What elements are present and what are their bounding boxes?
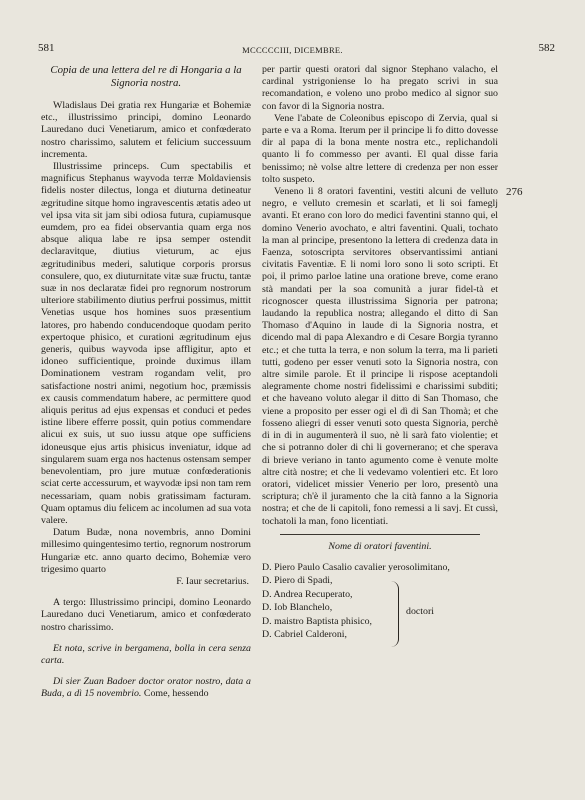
letter-dating: Datum Budæ, nona novembris, anno Domini millesimo quingentesimo tertio, regnorum nostrorum Hungariæ etc. anno quarto decimo, Bohemiæ vero trigesimo quarto bbox=[41, 527, 251, 575]
section-divider bbox=[280, 534, 480, 535]
right-column bbox=[262, 64, 498, 641]
list-item: D. Andrea Recuperato, bbox=[262, 588, 353, 600]
list-item: D. Piero di Spadi, bbox=[262, 575, 333, 587]
brace-mark bbox=[388, 581, 399, 647]
names-block bbox=[262, 561, 498, 641]
paragraph-faventini: Veneno li 8 oratori faventini, vestiti alcuni de velluto negro, e velluto cremesin et scarlati, et li soi fameglj avanti. Et erano con loro do medici faventini stanno qui, el domino Venerio avochato, e altri faventini. Quali, tochato la man al principe, presentono la lettera di credenza data in Faenza, sotoscripta servitores observantissimi antiani civitatis Faventiæ. E li nomi loro sono li soto scripti. Et poi, il primo parloe latine una oratione breve, come erano stà mandati per la soa comunità a jurar fidel-tà et ricognoscer questa illustrissima Signoria per patrona; laudando la republica nostra; allegando el ditto di San Thomaso d'Aquino in laude di la Signoria nostra, et dicendo mal di papa Alexandro e di Cesare Borgia tyranno etc.; et che tutta la terra, e non solum la terra, ma li parieti tutti, godeno per esser venuti soto la Signoria nostra, con altre simile parole. Et il principe li rispose aceptandoli alegramente chome nostri fidelissimi e charissimi subditi; et che haveano voluto alegar il ditto di San Thomaso, che viene a proposito per esser ogi el dì di San Thomà; et che fosseno aliegri di esser venuti soto questa Signoria, perchè di in di in augumenterà il suo, nè li sarà fato violentie; et che si potranno doler di chi li governerano; et che sperava di brieve veriano in tanto agumento come è venute molte altre cità nostre; et che li vedevamo volentieri etc. Et loro oratori, videlicet missier Venerio per loro, presentò una scriptura; ch'è il juramento che la cità fanno a la Signoria nostra; et che de li capitoli, fono remessi a li savj. Et cussì, tochatoli la man, fono licentiati. bbox=[262, 186, 498, 527]
paragraph-abate: Vene l'abate de Coleonibus episcopo di Zervia, qual si parte e va a Roma. Iterum per il principe li fo ditto dovesse dir al papa di la bona mente nostra etc., replichandoli quanto li fo commesso per avanti. El qual disse faria benissimo; nè volse altre lettere di credenza per non esser tolto suspeto. bbox=[262, 112, 498, 185]
letter-note: Et nota, scrive in bergamena, bolla in cera senza carta. bbox=[41, 642, 251, 666]
letter-body: Illustrissime princeps. Cum spectabilis et magnificus Stephanus wayvoda terræ Moldaviensis fidelis noster dilectus, longa et diuturna detineatur ægritudine sitque homo ingravescentis ætatis adeo ut vel ipsa vita sit jam sibi odiosa futura, cupiamusque eumdem, pro ea fidei observantia quam erga nos absque aliqua labe re ipsa semper ostendit declaravitque, diutius vieturum, ac ejus ægritudinibus mederi, salutique corporis prorsus consulere, quo, ex diuturnitate vitæ suæ fructu, tantæ suæ in nos declaratæ fidei pro regnorum nostrorum ulteriore stabilimento diutius perfrui possimus, mittit Venetias usque hos homines suos præsentium latores, pro habendo conducendoque quodam perito expertoque phisico, et curationi ægritudinum ejus generis, quibus wayvoda ipse affligitur, apto et idoneo sufficientique, proinde duximus illam Dominationem vestram rogandam velit, pro satisfactione nostri animi, negotium hoc, præmissis ex causis commendatum habere, ac permittere quod aliquis peritus ad ejus expensas et conduci et pedes istine libere efferre possit, quin potius commendare alicui ex suis, ut suo iussu atque ope sufficiens idoneusque ejus artis phisicus inveniatur, idque ad singularem suam erga nos hactenus ostensam semper benevolentiam, pro jure mutuæ confœderationis sciat certe accessurum, et wayvodæ ipsi non tam rem necessariam, quam nobis gratissimam facturam. Quam optamus diu felicem ac incolumen ad sua vota valere. bbox=[41, 161, 251, 526]
dispatch-heading: Di sier Zuan Badoer doctor orator nostro, data a Buda, a dì 15 novembrio. bbox=[41, 676, 251, 700]
running-title: MCCCCCIII, DICEMBRE. bbox=[242, 45, 343, 55]
names-list bbox=[262, 561, 498, 641]
dispatch-intro bbox=[41, 676, 251, 700]
names-heading: Nome di oratori faventini. bbox=[328, 540, 432, 552]
margin-column-number: 276 bbox=[506, 186, 523, 198]
letter-title: Copia de una lettera del re di Hongaria a la Signoria nostra. bbox=[50, 64, 242, 89]
letter-salutation: Wladislaus Dei gratia rex Hungariæ et Bohemiæ etc., illustrissimo principi, domino Leonardo Lauredano duci Venetiarum, amico et confœderato nostro charissimo, salutem et felicium successuum incrementa. bbox=[41, 100, 251, 160]
dispatch-text: Come, hessendo bbox=[141, 688, 209, 700]
list-item: D. Piero Paulo Casalio cavalier yerosolimitano, bbox=[262, 561, 450, 573]
list-item: D. maistro Baptista phisico, bbox=[262, 615, 372, 627]
letter-signature: F. Iaur secretarius. bbox=[176, 575, 249, 587]
letter-address: A tergo: Illustrissimo principi, domino Leonardo Lauredano duci Venetiarum, amico et confœderato nostro charissimo. bbox=[41, 597, 251, 633]
left-column bbox=[41, 64, 251, 701]
page-number-left: 581 bbox=[38, 42, 55, 54]
brace-label: doctori bbox=[406, 605, 434, 617]
paragraph-oratori: per partir questi oratori dal signor Stephano valacho, el cardinal ystrigoniense lo ha pregato scrivi in sua recomandation, e voleno uno probo medico al signor suo con favor di la Signoria nostra. bbox=[262, 64, 498, 112]
list-item: D. Cabriel Calderoni, bbox=[262, 628, 348, 640]
page-number-right: 582 bbox=[538, 42, 555, 54]
list-item: D. Iob Blanchelo, bbox=[262, 602, 333, 614]
